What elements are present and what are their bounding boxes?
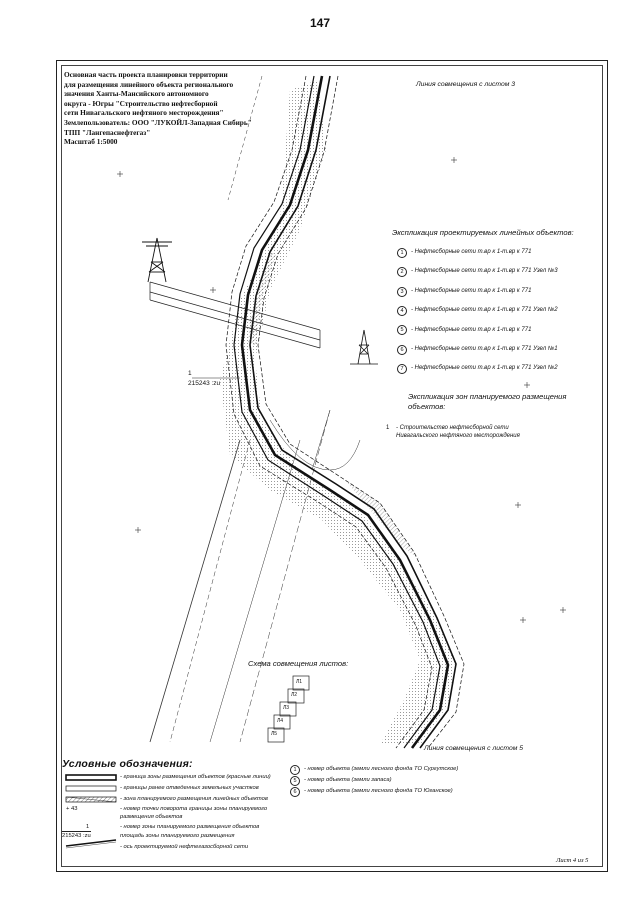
object-text: - Нефтесборные сети т.вр к 1-т.вр к 771 Узел №2 [411, 307, 558, 314]
sheet-label-2: Л2 [291, 692, 298, 698]
explication-linear-heading: Экспликация проектируемых линейных объектов: [392, 228, 574, 237]
title-block [64, 70, 304, 147]
list-item [290, 786, 458, 797]
object-number: 5 [290, 776, 300, 786]
title-line: значения Ханты-Мансийского автономного [64, 89, 209, 99]
legend-item: - номер точки поворота границы зоны планируемого [120, 806, 268, 812]
zone-num-example: 1 [86, 824, 90, 830]
title-line: округа - Югры "Строительство нефтесборной [64, 98, 218, 108]
legend-item: - границы ранее отведенных земельных участков [120, 785, 259, 791]
page-number: 147 [309, 16, 331, 30]
legend-item: - ось проектируемой нефтегазосборной сети [120, 844, 249, 850]
legend-item: размещения объектов [120, 814, 183, 820]
sheet-scheme-title: Схема совмещения листов: [248, 659, 349, 668]
object-number: 1 [290, 765, 300, 775]
list-item [290, 775, 458, 786]
list-item [397, 262, 558, 281]
legend-title: Условные обозначения: [62, 758, 193, 770]
sheet-label: Лист 4 из 5 [556, 857, 589, 864]
explication-zone-heading [408, 392, 566, 412]
list-item [397, 321, 558, 340]
object-text: - Нефтесборные сети т.вр к 1-т.вр к 771 Узел №3 [411, 268, 558, 275]
sheet-label-1: Л1 [296, 679, 303, 685]
explication-linear-list [397, 243, 558, 379]
zone-number: 1 [386, 425, 390, 431]
zone-area-example: 215243 :zu [62, 833, 91, 839]
title-line: Землепользователь: ООО "ЛУКОЙЛ-Западная Сибирь" [64, 117, 252, 127]
planned-zone-dotted [220, 80, 455, 745]
list-item [397, 359, 558, 378]
point-number: 43 [71, 806, 78, 812]
object-number: 2 [397, 267, 407, 277]
object-number: 3 [397, 287, 407, 297]
object-number: 4 [397, 306, 407, 316]
object-number: 6 [290, 787, 300, 797]
object-text: - номер объекта (земли лесного фонда ТО Сургутское) [304, 766, 459, 772]
legend-item: площадь зоны планируемого размещения [120, 833, 235, 839]
legend-item: - граница зоны размещения объектов (красные линии) [120, 774, 271, 780]
legend-item: - номер зоны планируемого размещения объектов [120, 824, 260, 830]
object-number: 5 [397, 325, 407, 335]
power-tower-icon-2 [350, 330, 378, 364]
title-line: Основная часть проекта планировки территории [64, 70, 228, 79]
object-text: - Нефтесборные сети т.вр к 1-т.вр к 771 Узел №1 [411, 346, 558, 353]
sheet-label-4: Л4 [277, 718, 284, 724]
point-example: + 43 [66, 806, 78, 812]
zone-text: Нивагальского нефтяного месторождения [396, 433, 520, 439]
list-item [397, 340, 558, 359]
legend-objects [290, 764, 458, 797]
zone-heading-line: Экспликация зон планируемого размещения [408, 392, 567, 401]
list-item [397, 243, 558, 262]
parcel-number: 1 [188, 370, 192, 377]
match-line-top: Линия совмещения с листом 3 [416, 81, 516, 88]
legend-item: - зона планируемого размещения линейных объектов [120, 796, 268, 802]
sheet-label-5: Л5 [271, 731, 278, 737]
zone-heading-line: объектов: [408, 402, 446, 411]
explication-zone-item [386, 424, 520, 440]
match-line-bottom: Линия совмещения с листом 5 [424, 745, 524, 752]
sheet-label-3: Л3 [283, 705, 290, 711]
object-text: - Нефтесборные сети т.вр к 1-т.вр к 771 Узел №2 [411, 365, 558, 372]
title-line: ТПП "Лангепаснефтегаз" [64, 127, 151, 137]
title-line: Масштаб 1:5000 [64, 137, 118, 147]
object-text: - Нефтесборные сети т.вр к 1-т.вр к 771 [411, 287, 532, 294]
object-text: - Нефтесборные сети т.вр к 1-т.вр к 771 [411, 249, 532, 255]
power-tower-icon [142, 238, 172, 282]
title-line: сети Нивагальского нефтяного месторождения" [64, 108, 224, 118]
list-item [397, 282, 558, 301]
list-item [397, 301, 558, 320]
object-number: 7 [397, 364, 407, 374]
object-number: 1 [397, 248, 407, 258]
object-text: - Нефтесборные сети т.вр к 1-т.вр к 771 [411, 326, 532, 333]
object-number: 6 [397, 345, 407, 355]
zone-text: - Строительство нефтесборной сети [396, 425, 509, 431]
list-item [290, 764, 458, 775]
object-text: - номер объекта (земли лесного фонда ТО Юганское) [304, 788, 453, 794]
secondary-line-2 [312, 410, 330, 470]
object-text: - номер объекта (земли запаса) [304, 777, 392, 783]
parcel-area: 215243 :zu [188, 380, 221, 387]
grid-crosses [117, 157, 566, 623]
title-line: для размещения линейного объекта регионального [64, 79, 234, 89]
